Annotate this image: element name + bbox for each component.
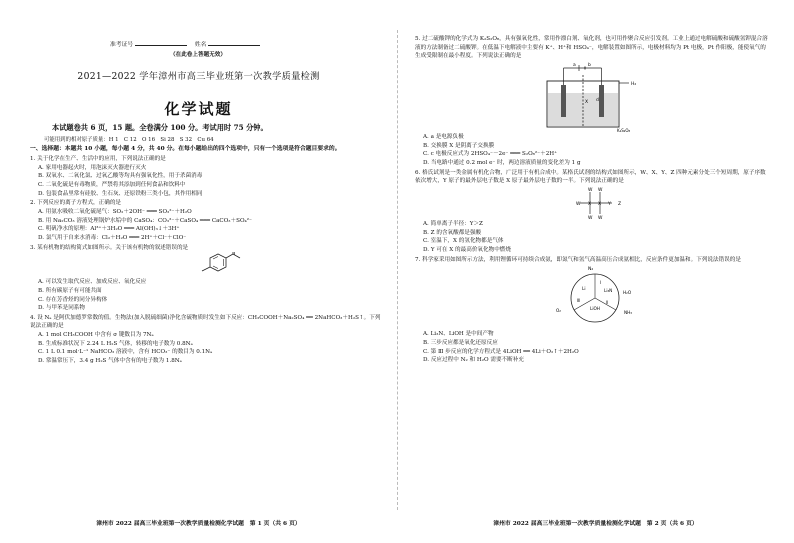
structure-figure xyxy=(30,252,382,278)
page-2 xyxy=(397,0,794,543)
label-d: d xyxy=(596,97,599,103)
answer-note: （在此卷上答题无效） xyxy=(170,52,226,58)
label-w: W xyxy=(576,201,581,207)
label-z: Z xyxy=(618,201,622,207)
question-stem: 2. 下列反应的离子方程式，正确的是 xyxy=(30,200,122,207)
electrolysis-cell-icon xyxy=(535,61,645,133)
exam-title: 2021—2022 学年漳州市高三毕业班第一次教学质量检测 xyxy=(77,71,320,82)
label-nh3: NH₃ xyxy=(624,310,632,316)
option-d: D. Y 可在 X 的最高价氧化物中燃烧 xyxy=(423,246,511,253)
svg-text:W: W xyxy=(598,187,603,193)
option-a: A. Li₃N、LiOH 是中间产物 xyxy=(423,331,494,338)
question-2 xyxy=(30,199,382,242)
option-a: A. 家用电器起火时，用泡沫灭火器进行灭火 xyxy=(38,164,147,171)
option-c: C. 室温下，X 的氢化物都是气体 xyxy=(423,238,504,245)
label-o2: O₂ xyxy=(556,308,561,314)
question-stem: 5. 过二硫酸钾的化学式为 K₂S₂O₈，具有强氧化性，常用作漂白剂、氧化剂，也可用作聚合反应引发剂。工业上通过电解硫酸和硫酸氢钾混合溶液的方法制备过二硫酸钾。在低温下电解液中主要有 K⁺、H⁺和 HSO₄⁻，电解装置如图所示，电极材料均为 Pt 电极，Pt 作阳极，能使氧气的生成受限制在最小程度。下列说法正确的是 xyxy=(415,36,768,60)
option-d: D. 与甲苯是同系物 xyxy=(38,305,85,312)
label-x: X xyxy=(588,201,592,207)
option-a: A. 用氨水吸收二氧化硫尾气：SO₂＋2OH⁻ ═══ SO₃²⁻＋H₂O xyxy=(38,208,192,215)
option-b: B. 双氧水、二氧化氯、过氧乙酸等均具有强氧化性，用于杀菌消毒 xyxy=(38,173,203,180)
option-c: C. 明矾净水的原理：Al³⁺＋3H₂O ═══ Al(OH)₃↓＋3H⁺ xyxy=(38,226,180,233)
label-k2s2o8: K₂S₂O₈ xyxy=(617,127,631,133)
option-c: C. c 电极反应式为 2HSO₄⁻－2e⁻ ═══ S₂O₈²⁻＋2H⁺ xyxy=(423,151,558,158)
question-stem: 3. 某有机物的结构简式如图所示。关于该有机物的叙述错误的是 xyxy=(30,244,189,251)
option-b: B. 三步反应都是氧化还原反应 xyxy=(423,339,498,346)
name-blank xyxy=(208,40,260,46)
exam-header xyxy=(110,40,266,50)
svg-text:W: W xyxy=(598,215,603,220)
question-1 xyxy=(30,155,382,198)
option-d: D. 包装食品里常有硅胶、生石灰、还原铁粉三类小包，其作用相同 xyxy=(38,190,203,197)
option-c: C. 二氧化硫是有毒物质，严禁将其添加到任何食品和饮料中 xyxy=(38,181,186,188)
exam-id-label: 准考证号 xyxy=(110,42,134,48)
exam-id-blank xyxy=(135,40,187,46)
option-c: C. 第 Ⅲ 步反应的化学方程式是 4LiOH ══ 4Li＋O₂↑＋2H₂O xyxy=(423,348,579,355)
page-2-questions xyxy=(415,34,771,365)
question-stem: 7. 科学家采用如图所示方法，利用锂循环可持续合成氨，即氮气和氢气高温高压合成氨相比，反应条件更加温和。下列说法错误的是 xyxy=(415,256,741,263)
question-3 xyxy=(30,244,382,313)
svg-text:W: W xyxy=(588,215,593,220)
option-a: A. 1 mol CH₃COOH 中含有 σ 键数目为 7Nₐ xyxy=(38,332,154,339)
label-y: Y xyxy=(608,201,611,207)
svg-text:Ⅱ: Ⅱ xyxy=(606,300,608,306)
label-li: Li xyxy=(582,286,586,292)
svg-text:X: X xyxy=(598,201,602,207)
label-h2: H₂ xyxy=(631,81,637,87)
question-6 xyxy=(415,169,771,255)
page-1-footer: 漳州市 2022 届高三毕业班第一次教学质量检测化学试题 第 1 页（共 6 页） xyxy=(96,521,301,527)
svg-text:Ⅰ: Ⅰ xyxy=(600,280,602,286)
option-d: D. 当电路中通过 0.2 mol e⁻ 时，两边溶液质量的变化差为 1 g xyxy=(423,159,581,166)
question-stem: 4. 设 Nₐ 是阿伏加德罗常数的值。生物法(加入脱硫细菌)净化含硫物质时发生如下反应：CH₃COOH＋Na₂SO₄ ══ 2NaHCO₃＋H₂S↑。下列说法正确的是 xyxy=(30,314,381,330)
electrolysis-figure xyxy=(415,61,771,133)
name-label: 姓名 xyxy=(194,42,207,48)
label-a: a xyxy=(573,62,576,68)
atomic-masses: 可能用到的相对原子质量：H 1 C 12 O 16 Si 28 S 32 Cu 64 xyxy=(44,137,214,143)
section-heading: 一、选择题：本题共 10 小题，每小题 4 分，共 40 分。在每小题给出的四个选项中，只有一个选项是符合题目要求的。 xyxy=(30,146,341,152)
option-c: C. 1 L 0.1 mol·L⁻¹ NaHCO₃ 溶液中，含有 HCO₃⁻ 的数目为 0.1Nₐ xyxy=(38,349,213,356)
question-stem: 6. 格氏试剂是一类金属有机化合物，广泛用于有机合成中。某格氏试剂的结构式如图所示，W、X、Y、Z 四种元素分处三个短周期，原子序数依次增大，Y 原子的最外层电子数是 X 原子最外层电子数的一半。下列说法正确的是 xyxy=(415,169,766,185)
option-b: B. 生成标准状况下 2.24 L H₂S 气体，转移的电子数为 0.8Nₐ xyxy=(38,340,193,347)
label-h2o: H₂O xyxy=(623,290,632,296)
grignard-structure-icon xyxy=(550,186,640,220)
option-b: B. 用 Na₂CO₃ 溶液处理锅炉水垢中的 CaSO₄：CO₃²⁻＋CaSO₄ ═══ CaCO₃＋SO₄²⁻ xyxy=(38,217,252,224)
page-1-questions xyxy=(30,145,382,366)
label-x: X xyxy=(585,99,589,105)
option-c: C. 存在芳香烃的同分异构体 xyxy=(38,296,108,303)
label-b: b xyxy=(588,62,591,68)
option-b: B. 所有碳原子有可能共面 xyxy=(38,287,102,294)
question-4 xyxy=(30,314,382,366)
label-n2: N₂ xyxy=(588,267,594,273)
subject-title: 化学试题 xyxy=(164,100,233,118)
label-lioh: LiOH xyxy=(590,306,600,312)
option-a: A. 简单离子半径：Y＞Z xyxy=(423,220,483,227)
option-a: A. 可以发生取代反应、加成反应、氧化反应 xyxy=(38,279,147,286)
lithium-cycle-figure xyxy=(415,264,771,330)
lithium-cycle-icon xyxy=(520,264,670,330)
organic-structure-icon xyxy=(180,252,260,278)
question-stem: 1. 关于化学在生产、生活中的应用，下列说法正确的是 xyxy=(30,155,166,162)
option-b: B. Z 的含氧酸都是强酸 xyxy=(423,229,482,236)
option-d: D. 常温常压下，3.4 g H₂S 气体中含有的电子数为 1.8Nₐ xyxy=(38,358,182,365)
svg-text:W: W xyxy=(588,187,593,193)
question-5 xyxy=(415,35,771,168)
option-a: A. a 是电源负极 xyxy=(423,133,464,140)
option-d: D. 反应过程中 N₂ 和 H₂O 需要不断补充 xyxy=(423,357,524,364)
page-2-footer: 漳州市 2022 届高三毕业班第一次教学质量检测化学试题 第 2 页（共 6 页） xyxy=(493,521,698,527)
exam-intro: 本试题卷共 6 页，15 题。全卷满分 100 分。考试用时 75 分钟。 xyxy=(52,123,268,132)
question-7 xyxy=(415,256,771,365)
option-b: B. 交换膜 X 是阴离子交换膜 xyxy=(423,142,495,149)
structure-formula-figure xyxy=(415,186,771,220)
svg-text:Ⅲ: Ⅲ xyxy=(577,298,580,304)
label-li3n: Li₃N xyxy=(604,288,613,294)
option-d: D. 氯气用于自来水消毒：Cl₂＋H₂O ═══ 2H⁺＋Cl⁻＋ClO⁻ xyxy=(38,234,187,241)
